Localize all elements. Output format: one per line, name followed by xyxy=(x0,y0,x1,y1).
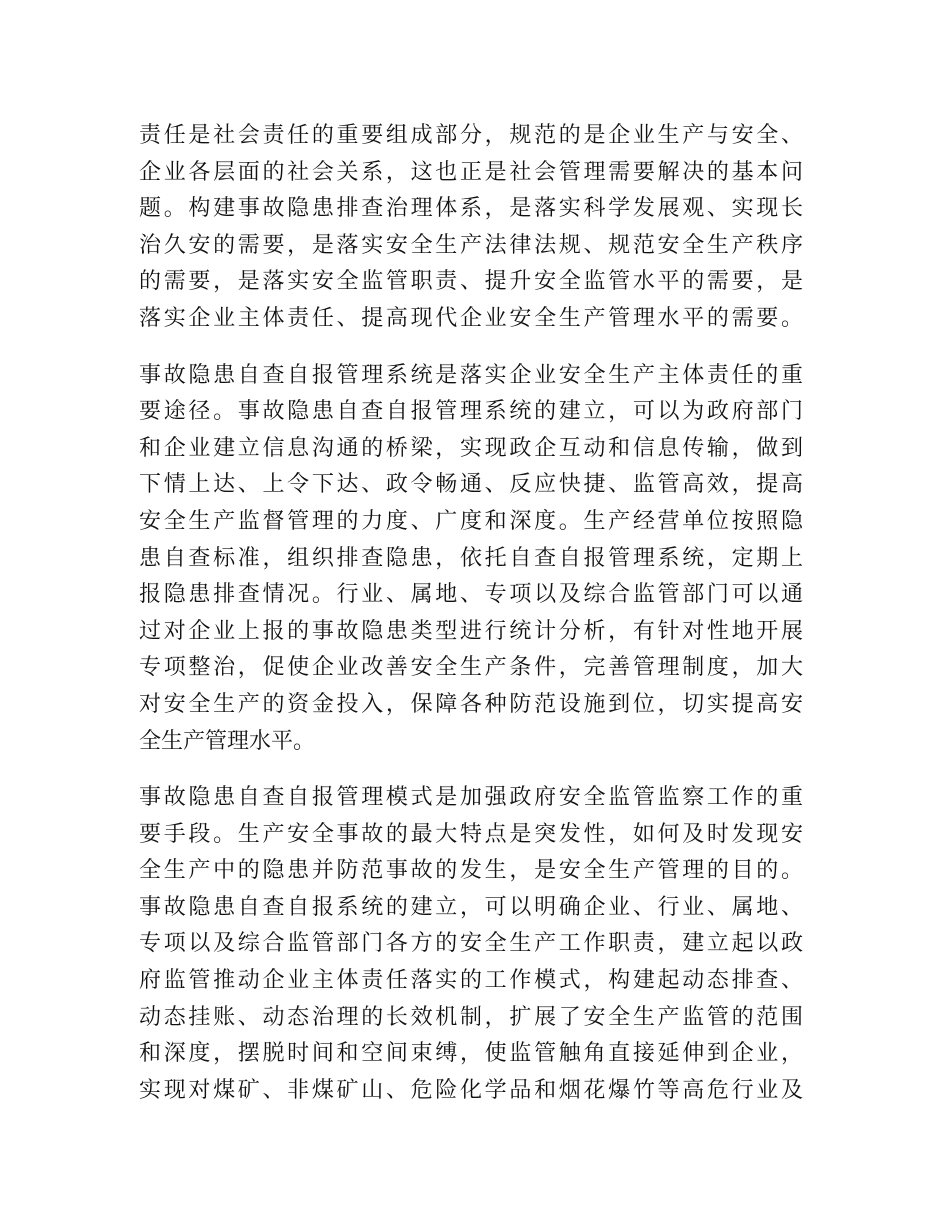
document-body xyxy=(139,118,803,1129)
text-line: 患自查标准，组织排查隐患，依托自查自报管理系统，定期上 xyxy=(139,545,803,571)
text-line: 和深度，摆脱时间和空间束缚，使监管触角直接延伸到企业， xyxy=(139,1041,803,1067)
text-line: 全生产管理水平。 xyxy=(139,728,316,754)
text-line: 报隐患排查情况。行业、属地、专项以及综合监管部门可以通 xyxy=(139,582,803,608)
text-line: 的需要，是落实安全监管职责、提升安全监管水平的需要，是 xyxy=(139,269,803,295)
text-line: 题。构建事故隐患排查治理体系，是落实科学发展观、实现长 xyxy=(139,196,803,222)
text-line: 府监管推动企业主体责任落实的工作模式，构建起动态排查、 xyxy=(139,968,803,994)
text-line: 治久安的需要，是落实安全生产法律法规、规范安全生产秩序 xyxy=(139,232,803,258)
text-line: 实现对煤矿、非煤矿山、危险化学品和烟花爆竹等高危行业及 xyxy=(139,1077,803,1103)
text-line: 事故隐患自查自报管理系统是落实企业安全生产主体责任的重 xyxy=(139,362,803,388)
paragraph-3 xyxy=(139,780,803,1109)
text-line: 对安全生产的资金投入，保障各种防范设施到位，切实提高安 xyxy=(139,691,803,717)
text-line: 和企业建立信息沟通的桥梁，实现政企互动和信息传输，做到 xyxy=(139,435,803,461)
paragraph-2 xyxy=(139,358,803,761)
text-line: 落实企业主体责任、提高现代企业安全生产管理水平的需要。 xyxy=(139,305,803,331)
text-line: 过对企业上报的事故隐患类型进行统计分析，有针对性地开展 xyxy=(139,618,803,644)
text-line: 责任是社会责任的重要组成部分，规范的是企业生产与安全、 xyxy=(139,123,803,148)
text-line: 专项以及综合监管部门各方的安全生产工作职责，建立起以政 xyxy=(139,931,803,957)
text-line: 全生产中的隐患并防范事故的发生，是安全生产管理的目的。 xyxy=(139,858,803,884)
text-line: 动态挂账、动态治理的长效机制，扩展了安全生产监管的范围 xyxy=(139,1004,803,1030)
text-line: 安全生产监督管理的力度、广度和深度。生产经营单位按照隐 xyxy=(139,508,803,534)
text-line: 事故隐患自查自报系统的建立，可以明确企业、行业、属地、 xyxy=(139,894,803,920)
text-line: 要手段。生产安全事故的最大特点是突发性，如何及时发现安 xyxy=(139,821,803,847)
text-line: 企业各层面的社会关系，这也正是社会管理需要解决的基本问 xyxy=(139,159,803,185)
paragraph-1 xyxy=(139,118,803,338)
text-line: 下情上达、上令下达、政令畅通、反应快捷、监管高效，提高 xyxy=(139,472,803,498)
text-line: 事故隐患自查自报管理模式是加强政府安全监管监察工作的重 xyxy=(139,785,803,811)
text-line: 专项整治，促使企业改善安全生产条件，完善管理制度，加大 xyxy=(139,655,803,681)
text-line: 要途径。事故隐患自查自报管理系统的建立，可以为政府部门 xyxy=(139,399,803,425)
